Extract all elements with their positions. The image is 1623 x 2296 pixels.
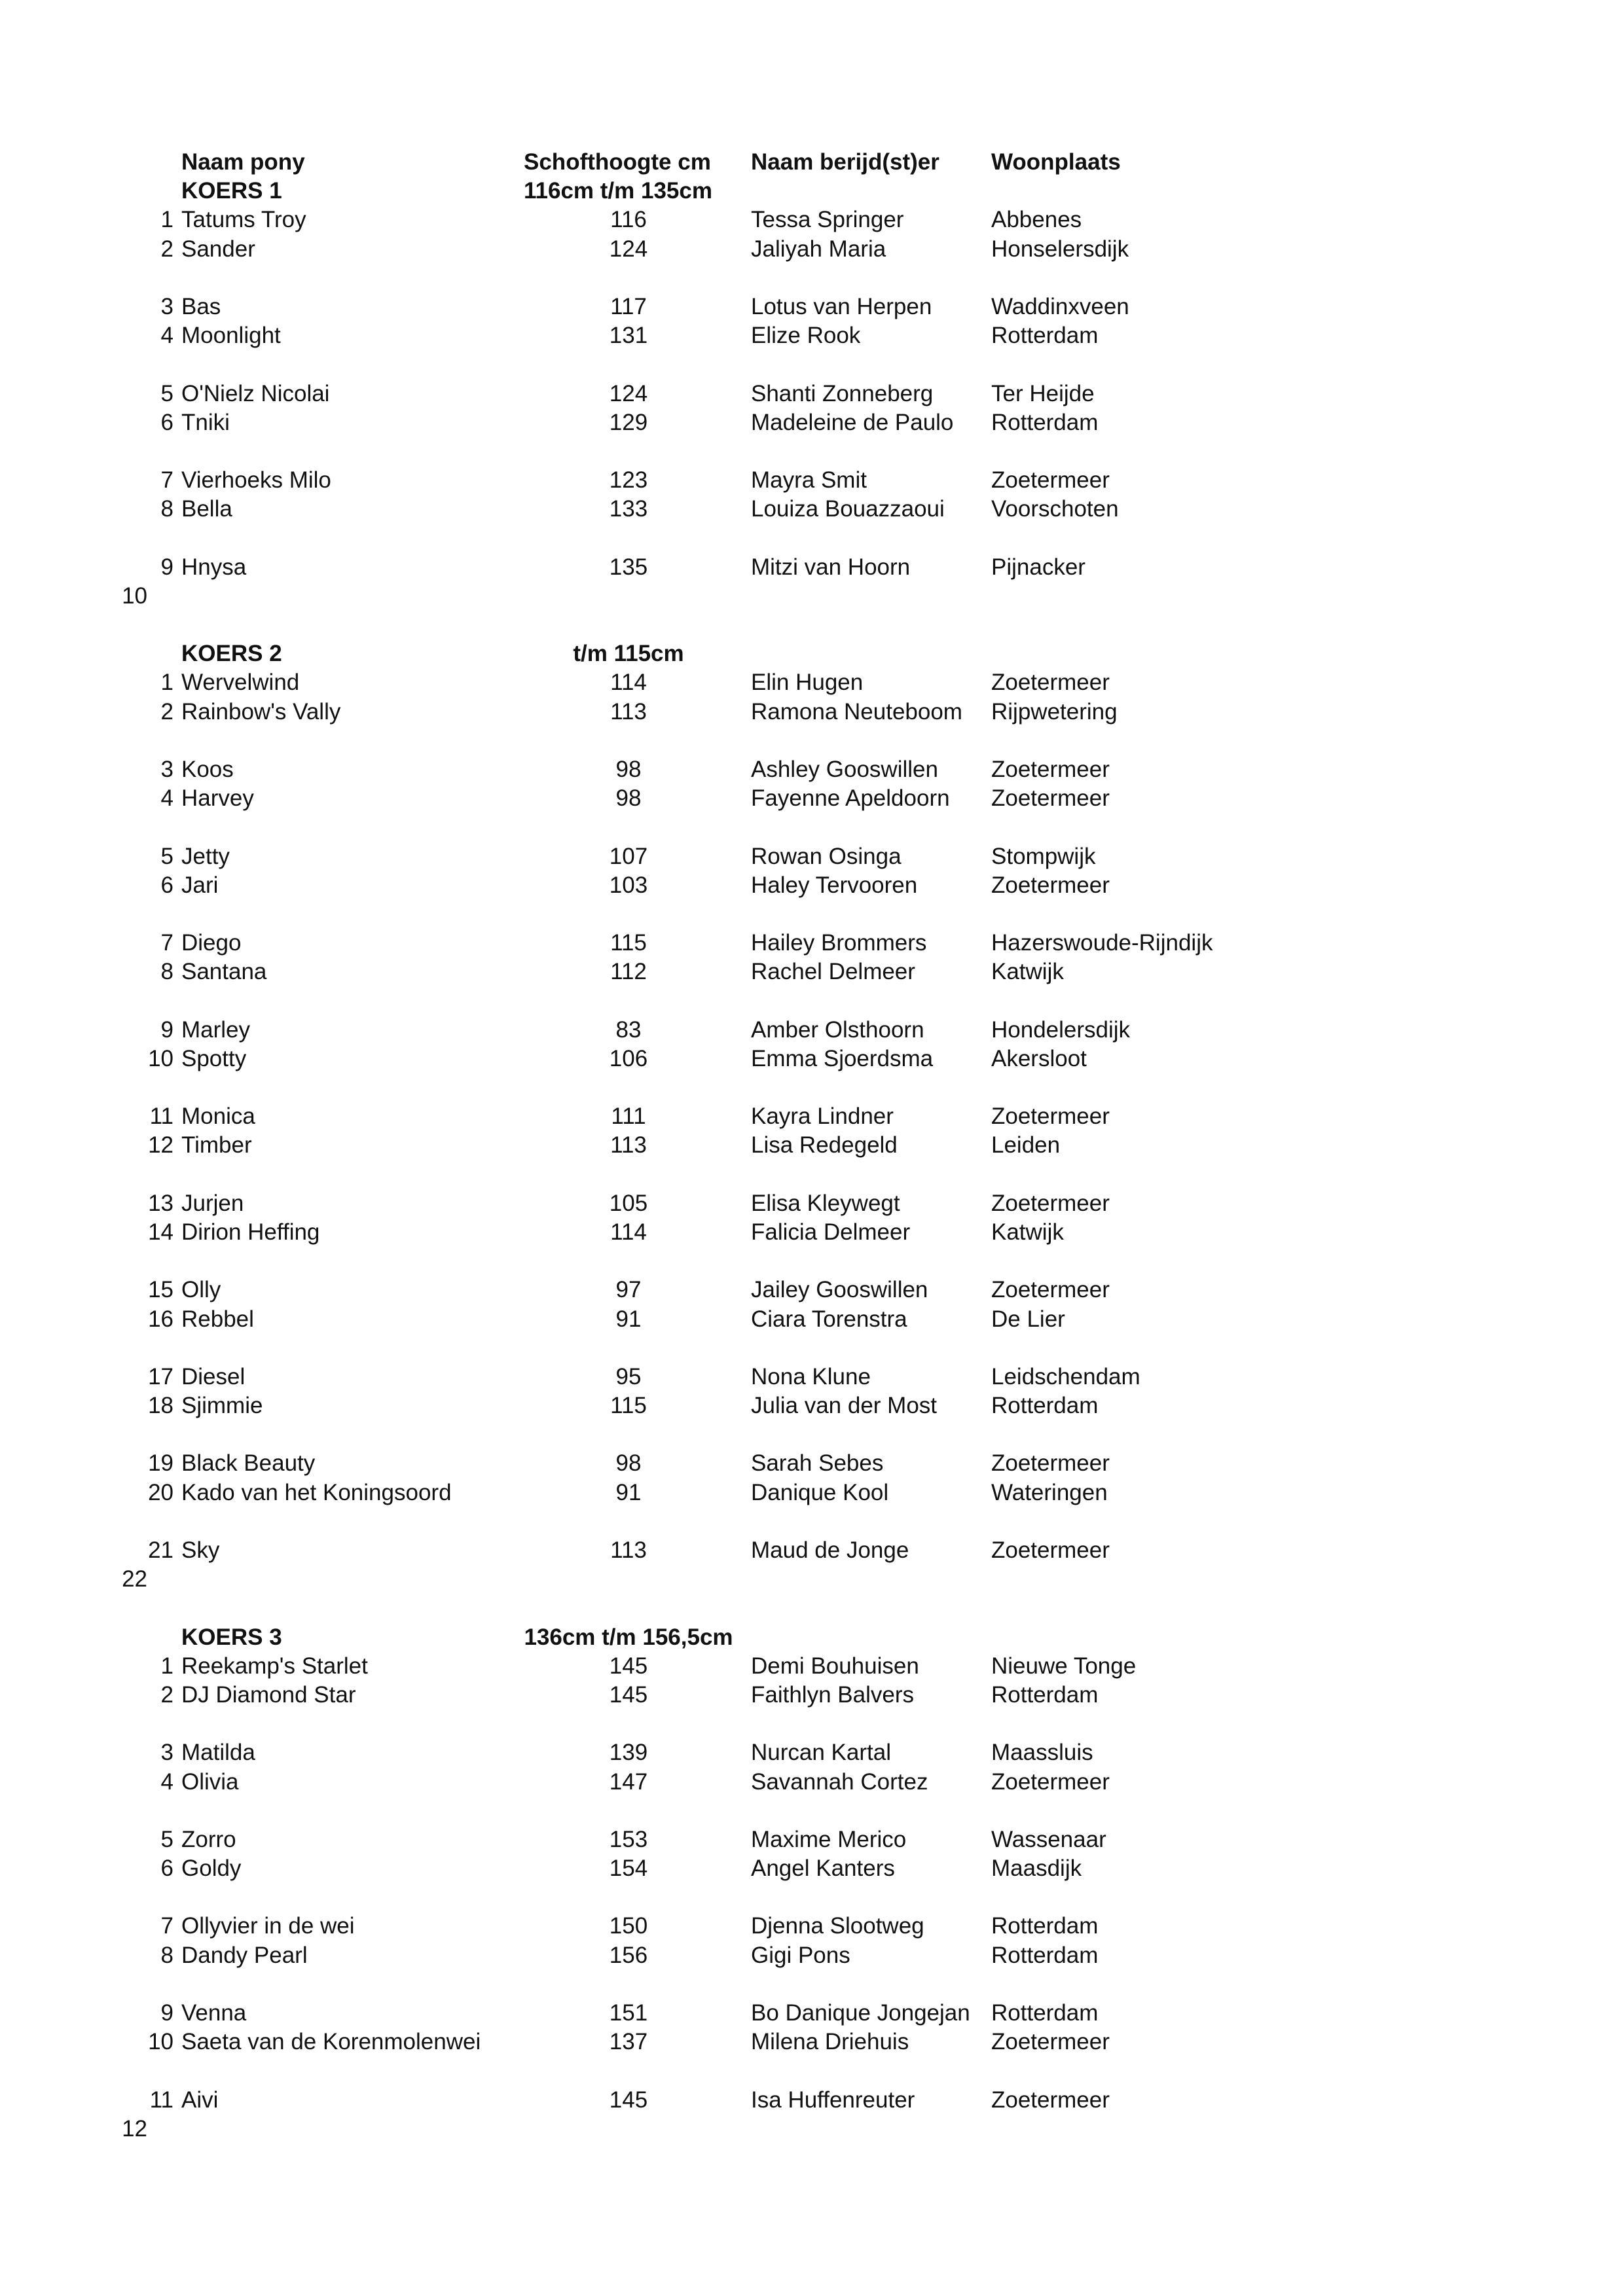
entry-row <box>0 1102 1623 1131</box>
entry-number: 6 <box>160 1856 173 1882</box>
pony-height: 112 <box>610 959 647 985</box>
entry-number: 7 <box>160 467 173 493</box>
pony-height: 139 <box>609 1740 648 1766</box>
entry-row <box>0 1305 1623 1334</box>
entry-number: 4 <box>160 323 173 349</box>
entry-number: 14 <box>148 1219 173 1245</box>
column-header-row <box>0 148 1623 177</box>
pony-name: Tniki <box>181 409 230 435</box>
pony-height: 124 <box>609 380 648 406</box>
section-title: KOERS 3 <box>181 1624 282 1650</box>
rider-name: Nurcan Kartal <box>751 1740 891 1766</box>
pony-height: 156 <box>609 1942 648 1968</box>
entry-number: 11 <box>149 2087 173 2113</box>
entry-number: 9 <box>160 554 173 580</box>
rider-city: Zoetermeer <box>991 2087 1110 2113</box>
rider-name: Jailey Gooswillen <box>751 1277 928 1303</box>
rider-city: Leidschendam <box>991 1363 1140 1390</box>
rider-name: Ciara Torenstra <box>751 1306 907 1332</box>
rider-city: Zoetermeer <box>991 2029 1110 2055</box>
rider-name: Falicia Delmeer <box>751 1219 911 1245</box>
entry-number: 8 <box>160 496 173 522</box>
rider-name: Nona Klune <box>751 1363 871 1390</box>
entry-number: 1 <box>160 207 173 233</box>
entry-row <box>0 1276 1623 1304</box>
rider-city: Katwijk <box>991 959 1064 985</box>
entry-row <box>0 321 1623 350</box>
blank-row <box>0 350 1623 379</box>
entry-number: 9 <box>160 1016 173 1043</box>
blank-row <box>0 1160 1623 1189</box>
pony-height: 106 <box>609 1045 648 1071</box>
section-title-row <box>0 639 1623 668</box>
rider-city: Zoetermeer <box>991 1103 1110 1130</box>
rider-city: Katwijk <box>991 1219 1064 1245</box>
pony-name: Jetty <box>181 843 230 869</box>
pony-name: Sander <box>181 236 255 262</box>
pony-height: 117 <box>610 293 647 319</box>
entry-number: 6 <box>160 872 173 898</box>
rider-city: Leiden <box>991 1132 1061 1158</box>
entry-number: 5 <box>160 843 173 869</box>
pony-height: 91 <box>615 1479 642 1505</box>
entry-row <box>0 553 1623 582</box>
entry-row <box>0 784 1623 813</box>
rider-city: Zoetermeer <box>991 670 1110 696</box>
entry-number: 8 <box>160 1942 173 1968</box>
pony-height: 145 <box>609 1681 648 1708</box>
rider-city: Abbenes <box>991 207 1082 233</box>
rider-city: Zoetermeer <box>991 756 1110 782</box>
blank-row <box>0 1073 1623 1102</box>
entry-number: 7 <box>160 1913 173 1939</box>
entry-number: 13 <box>148 1190 173 1216</box>
pony-height: 97 <box>615 1277 642 1303</box>
rider-name: Angel Kanters <box>751 1856 895 1882</box>
blank-row <box>0 1710 1623 1738</box>
entry-row <box>0 2028 1623 2056</box>
blank-row <box>0 1507 1623 1536</box>
entry-number: 2 <box>160 236 173 262</box>
entry-row <box>0 206 1623 234</box>
pony-height: 154 <box>609 1856 648 1882</box>
pony-name: Vierhoeks Milo <box>181 467 331 493</box>
pony-name: Santana <box>181 959 267 985</box>
pony-name: Monica <box>181 1103 255 1130</box>
entry-row <box>0 1218 1623 1247</box>
pony-name: Dirion Heffing <box>181 1219 320 1245</box>
section-height-range: 116cm t/m 135cm <box>524 178 712 204</box>
section-title: KOERS 2 <box>181 641 282 667</box>
rider-name: Haley Tervooren <box>751 872 918 898</box>
entry-row <box>0 466 1623 495</box>
entry-row <box>0 1131 1623 1160</box>
blank-row <box>0 1970 1623 1999</box>
pony-height: 145 <box>609 1653 648 1679</box>
pony-height: 124 <box>609 236 648 262</box>
entry-number: 20 <box>148 1479 173 1505</box>
pony-height: 147 <box>609 1768 648 1795</box>
blank-row <box>0 1883 1623 1912</box>
entry-row <box>0 1363 1623 1391</box>
pony-name: Saeta van de Korenmolenwei <box>181 2029 481 2055</box>
rider-name: Savannah Cortez <box>751 1768 928 1795</box>
rider-name: Mitzi van Hoorn <box>751 554 911 580</box>
rider-name: Bo Danique Jongejan <box>751 2000 970 2026</box>
pony-height: 115 <box>610 930 647 956</box>
pony-name: DJ Diamond Star <box>181 1681 356 1708</box>
pony-height: 135 <box>609 554 648 580</box>
entry-number: 2 <box>160 1681 173 1708</box>
entry-number: 5 <box>160 380 173 406</box>
rider-city: Rijpwetering <box>991 698 1118 725</box>
rider-city: Zoetermeer <box>991 1450 1110 1477</box>
rider-city: Maasdijk <box>991 1856 1082 1882</box>
rider-name: Djenna Slootweg <box>751 1913 924 1939</box>
pony-name: Ollyvier in de wei <box>181 1913 355 1939</box>
rider-city: Rotterdam <box>991 1913 1099 1939</box>
rider-name: Rachel Delmeer <box>751 959 915 985</box>
entry-number: 7 <box>160 930 173 956</box>
entry-number: 21 <box>148 1537 173 1563</box>
trailing-number: 10 <box>122 583 147 609</box>
rider-city: Waddinxveen <box>991 293 1129 319</box>
rider-name: Elin Hugen <box>751 670 864 696</box>
trailing-number: 12 <box>122 2115 147 2142</box>
entry-row <box>0 1825 1623 1854</box>
entry-row <box>0 1768 1623 1797</box>
pony-name: Sky <box>181 1537 220 1563</box>
rider-name: Amber Olsthoorn <box>751 1016 924 1043</box>
trailing-number-row <box>0 582 1623 611</box>
pony-height: 83 <box>615 1016 642 1043</box>
pony-height: 113 <box>610 1132 647 1158</box>
pony-name: Kado van het Koningsoord <box>181 1479 452 1505</box>
section-title-row <box>0 177 1623 206</box>
rider-city: Nieuwe Tonge <box>991 1653 1137 1679</box>
entry-number: 4 <box>160 785 173 812</box>
entry-row <box>0 929 1623 958</box>
rider-name: Tessa Springer <box>751 207 904 233</box>
entry-row <box>0 495 1623 524</box>
rider-city: Rotterdam <box>991 409 1099 435</box>
rider-name: Isa Huffenreuter <box>751 2087 915 2113</box>
entry-row <box>0 1652 1623 1681</box>
entry-number: 18 <box>148 1393 173 1419</box>
entry-number: 1 <box>160 1653 173 1679</box>
rider-city: Rotterdam <box>991 1942 1099 1968</box>
rider-city: Zoetermeer <box>991 1190 1110 1216</box>
rider-name: Kayra Lindner <box>751 1103 894 1130</box>
entry-number: 10 <box>148 2029 173 2055</box>
rider-name: Elize Rook <box>751 323 861 349</box>
section-height-range: 136cm t/m 156,5cm <box>524 1624 733 1650</box>
entry-number: 10 <box>148 1045 173 1071</box>
entry-row <box>0 1681 1623 1710</box>
pony-height: 107 <box>609 843 648 869</box>
pony-height: 115 <box>610 1393 647 1419</box>
entry-row <box>0 293 1623 321</box>
rider-name: Milena Driehuis <box>751 2029 909 2055</box>
pony-name: Tatums Troy <box>181 207 306 233</box>
pony-name: Hnysa <box>181 554 247 580</box>
entry-row <box>0 958 1623 986</box>
pony-height: 153 <box>609 1826 648 1852</box>
pony-height: 133 <box>609 496 648 522</box>
entry-row <box>0 755 1623 784</box>
rider-city: De Lier <box>991 1306 1065 1332</box>
section-title-row <box>0 1623 1623 1652</box>
entry-row <box>0 2086 1623 2115</box>
pony-name: Koos <box>181 756 234 782</box>
pony-name: Timber <box>181 1132 252 1158</box>
entry-number: 4 <box>160 1768 173 1795</box>
rider-name: Fayenne Apeldoorn <box>751 785 950 812</box>
entry-row <box>0 380 1623 408</box>
rider-city: Rotterdam <box>991 2000 1099 2026</box>
trailing-number-row <box>0 2115 1623 2144</box>
pony-height: 116 <box>610 207 647 233</box>
trailing-number-row <box>0 1565 1623 1594</box>
rider-name: Mayra Smit <box>751 467 867 493</box>
entry-number: 9 <box>160 2000 173 2026</box>
rider-name: Demi Bouhuisen <box>751 1653 919 1679</box>
rider-name: Ashley Gooswillen <box>751 756 938 782</box>
pony-name: Reekamp's Starlet <box>181 1653 368 1679</box>
rider-city: Zoetermeer <box>991 872 1110 898</box>
pony-height: 114 <box>610 670 647 696</box>
pony-height: 131 <box>609 323 648 349</box>
entry-number: 17 <box>148 1363 173 1390</box>
pony-name: Zorro <box>181 1826 236 1852</box>
pony-name: Venna <box>181 2000 247 2026</box>
rider-city: Voorschoten <box>991 496 1119 522</box>
rider-name: Jaliyah Maria <box>751 236 886 262</box>
blank-row <box>0 2056 1623 2085</box>
entry-number: 15 <box>148 1277 173 1303</box>
pony-name: Wervelwind <box>181 670 300 696</box>
entry-row <box>0 698 1623 726</box>
pony-name: Spotty <box>181 1045 247 1071</box>
rider-name: Sarah Sebes <box>751 1450 884 1477</box>
entry-row <box>0 408 1623 437</box>
rider-city: Hondelersdijk <box>991 1016 1131 1043</box>
entry-row <box>0 1449 1623 1478</box>
rider-city: Zoetermeer <box>991 1537 1110 1563</box>
rider-name: Maud de Jonge <box>751 1537 909 1563</box>
pony-height: 111 <box>611 1103 646 1130</box>
entry-number: 6 <box>160 409 173 435</box>
blank-row <box>0 900 1623 929</box>
entry-row <box>0 1189 1623 1218</box>
pony-name: Black Beauty <box>181 1450 316 1477</box>
pony-height: 95 <box>615 1363 642 1390</box>
pony-name: Dandy Pearl <box>181 1942 308 1968</box>
rider-city: Hazerswoude-Rijndijk <box>991 930 1213 956</box>
entry-row <box>0 1912 1623 1941</box>
entry-number: 3 <box>160 293 173 319</box>
header-city: Woonplaats <box>991 149 1121 175</box>
rider-city: Wateringen <box>991 1479 1108 1505</box>
pony-height: 129 <box>609 409 648 435</box>
pony-height: 137 <box>609 2029 648 2055</box>
blank-row <box>0 437 1623 466</box>
rider-name: Maxime Merico <box>751 1826 907 1852</box>
entry-row <box>0 1738 1623 1767</box>
pony-name: Bella <box>181 496 232 522</box>
entry-row <box>0 668 1623 697</box>
rider-city: Ter Heijde <box>991 380 1095 406</box>
rider-city: Rotterdam <box>991 1681 1099 1708</box>
blank-row <box>0 1797 1623 1825</box>
rider-name: Julia van der Most <box>751 1393 938 1419</box>
rider-city: Rotterdam <box>991 323 1099 349</box>
pony-name: Goldy <box>181 1856 242 1882</box>
pony-name: Rainbow's Vally <box>181 698 341 725</box>
entry-number: 12 <box>148 1132 173 1158</box>
rider-name: Madeleine de Paulo <box>751 409 954 435</box>
rider-city: Stompwijk <box>991 843 1096 869</box>
pony-name: Olivia <box>181 1768 239 1795</box>
entry-row <box>0 1999 1623 2028</box>
rider-name: Rowan Osinga <box>751 843 902 869</box>
pony-height: 103 <box>609 872 648 898</box>
header-height: Schofthoogte cm <box>524 149 711 175</box>
entry-row <box>0 1016 1623 1045</box>
entry-row <box>0 1391 1623 1420</box>
entry-number: 8 <box>160 959 173 985</box>
rider-city: Akersloot <box>991 1045 1087 1071</box>
blank-row <box>0 524 1623 552</box>
entry-row <box>0 1941 1623 1970</box>
pony-name: Moonlight <box>181 323 281 349</box>
rider-name: Shanti Zonneberg <box>751 380 934 406</box>
pony-height: 113 <box>610 698 647 725</box>
pony-name: Bas <box>181 293 221 319</box>
pony-height: 105 <box>609 1190 648 1216</box>
rider-city: Rotterdam <box>991 1393 1099 1419</box>
entry-row <box>0 871 1623 900</box>
blank-row <box>0 1594 1623 1623</box>
blank-row <box>0 1247 1623 1276</box>
pony-height: 98 <box>615 785 642 812</box>
section-title: KOERS 1 <box>181 178 282 204</box>
pony-name: Harvey <box>181 785 254 812</box>
entry-number: 11 <box>149 1103 173 1130</box>
blank-row <box>0 813 1623 842</box>
rider-name: Danique Kool <box>751 1479 889 1505</box>
pony-height: 145 <box>609 2087 648 2113</box>
entry-number: 3 <box>160 756 173 782</box>
trailing-number: 22 <box>122 1566 147 1592</box>
entry-row <box>0 235 1623 264</box>
pony-height: 114 <box>610 1219 647 1245</box>
rider-city: Pijnacker <box>991 554 1085 580</box>
pony-height: 91 <box>615 1306 642 1332</box>
start-list-sheet <box>0 148 1623 2144</box>
entry-row <box>0 1536 1623 1565</box>
pony-name: Diego <box>181 930 242 956</box>
rider-city: Wassenaar <box>991 1826 1106 1852</box>
section-height-range: t/m 115cm <box>573 641 684 667</box>
rider-name: Gigi Pons <box>751 1942 850 1968</box>
pony-name: Matilda <box>181 1740 255 1766</box>
blank-row <box>0 611 1623 639</box>
header-pony-name: Naam pony <box>181 149 305 175</box>
header-rider-name: Naam berijd(st)er <box>751 149 939 175</box>
rider-name: Faithlyn Balvers <box>751 1681 914 1708</box>
entry-number: 16 <box>148 1306 173 1332</box>
pony-height: 123 <box>609 467 648 493</box>
rider-city: Maassluis <box>991 1740 1093 1766</box>
blank-row <box>0 1334 1623 1363</box>
pony-name: Aivi <box>181 2087 219 2113</box>
rider-city: Zoetermeer <box>991 1277 1110 1303</box>
rider-name: Lotus van Herpen <box>751 293 932 319</box>
rider-city: Zoetermeer <box>991 785 1110 812</box>
entry-number: 3 <box>160 1740 173 1766</box>
entry-row <box>0 1854 1623 1883</box>
pony-name: Jari <box>181 872 219 898</box>
pony-name: Olly <box>181 1277 221 1303</box>
pony-height: 150 <box>609 1913 648 1939</box>
pony-name: Jurjen <box>181 1190 244 1216</box>
pony-name: Diesel <box>181 1363 246 1390</box>
entry-row <box>0 1045 1623 1073</box>
rider-name: Elisa Kleywegt <box>751 1190 900 1216</box>
pony-name: Sjimmie <box>181 1393 263 1419</box>
blank-row <box>0 1420 1623 1449</box>
rider-name: Louiza Bouazzaoui <box>751 496 945 522</box>
blank-row <box>0 726 1623 755</box>
entry-row <box>0 1479 1623 1507</box>
entry-number: 5 <box>160 1826 173 1852</box>
entry-number: 1 <box>160 670 173 696</box>
entry-number: 19 <box>148 1450 173 1477</box>
blank-row <box>0 264 1623 293</box>
entry-number: 2 <box>160 698 173 725</box>
pony-name: O'Nielz Nicolai <box>181 380 330 406</box>
pony-name: Marley <box>181 1016 251 1043</box>
entry-row <box>0 842 1623 871</box>
rider-city: Zoetermeer <box>991 467 1110 493</box>
pony-height: 151 <box>609 2000 648 2026</box>
pony-height: 113 <box>610 1537 647 1563</box>
rider-name: Lisa Redegeld <box>751 1132 898 1158</box>
rider-city: Zoetermeer <box>991 1768 1110 1795</box>
pony-height: 98 <box>615 1450 642 1477</box>
rider-city: Honselersdijk <box>991 236 1129 262</box>
rider-name: Ramona Neuteboom <box>751 698 962 725</box>
pony-name: Rebbel <box>181 1306 254 1332</box>
rider-name: Hailey Brommers <box>751 930 927 956</box>
rider-name: Emma Sjoerdsma <box>751 1045 934 1071</box>
blank-row <box>0 986 1623 1015</box>
pony-height: 98 <box>615 756 642 782</box>
